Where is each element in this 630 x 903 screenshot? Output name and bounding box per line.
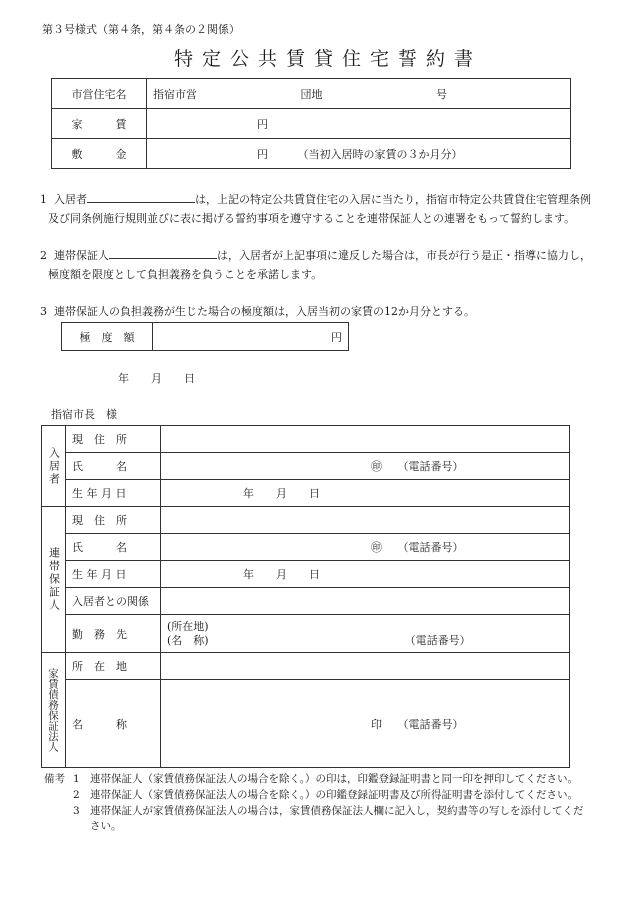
corp-location-field[interactable] xyxy=(161,653,570,680)
guarantor-address-label: 現 住 所 xyxy=(66,507,161,534)
limit-amount-unit: 円 xyxy=(331,330,342,344)
limit-amount-field[interactable] xyxy=(153,323,349,351)
guarantor-birth-date: 年 月 日 xyxy=(243,568,320,581)
resident-birth-date: 年 月 日 xyxy=(243,487,320,500)
clause-2-line1: は，入居者が上記事項に違反した場合は，市長が行う是正・指導に協力し， xyxy=(217,249,591,262)
clause-1-prefix: 入居者 xyxy=(54,193,87,206)
label-deposit: 敷 金 xyxy=(52,139,147,169)
workplace-name-label: (名 称) xyxy=(167,633,209,647)
guarantor-relation-field[interactable] xyxy=(161,588,570,615)
limit-amount-table xyxy=(61,322,349,351)
guarantor-relation-label: 入居者との関係 xyxy=(66,588,161,615)
note-3-number: 3 xyxy=(73,805,80,817)
resident-name-field[interactable] xyxy=(161,453,570,480)
resident-address-label: 現 住 所 xyxy=(66,426,161,453)
clause-2 xyxy=(40,246,591,284)
resident-birth-label: 生 年 月 日 xyxy=(66,480,161,507)
clause-1-number: 1 xyxy=(40,193,47,206)
clause-1-line1: は，上記の特定公共賃貸住宅の入居に当たり，指宿市特定公共賃貸住宅管理条例 xyxy=(195,193,591,206)
signatory-table xyxy=(41,425,570,768)
guarantor-address-field[interactable] xyxy=(161,507,570,534)
clause-1 xyxy=(40,190,591,228)
addressee: 指宿市長 様 xyxy=(51,408,117,421)
clause-2-prefix: 連帯保証人 xyxy=(54,249,109,262)
note-1: 連帯保証人（家賃債務保証法人の場合を除く。）の印は，印鑑登録証明書と同一印を押印してください。 xyxy=(90,773,579,785)
note-1-number: 1 xyxy=(73,773,80,785)
label-rent: 家 賃 xyxy=(52,109,147,139)
corp-location-label: 所 在 地 xyxy=(66,653,161,680)
clause-2-line2: 極度額を限度として負担義務を負うことを承諾します。 xyxy=(48,268,323,281)
note-3-line2: さい。 xyxy=(90,820,122,832)
clause-2-number: 2 xyxy=(40,249,47,262)
guarantor-seal-mark: ㊞ xyxy=(371,541,382,554)
note-3-line1: 連帯保証人が家賃債務保証法人の場合は，家賃債務保証法人欄に記入し，契約書等の写しを添付してくだ xyxy=(90,805,584,817)
guarantor-group-label: 連帯保証人 xyxy=(42,507,66,653)
guarantor-phone-label: （電話番号） xyxy=(397,541,464,554)
clause-1-line2: 及び同条例施行規則並びに表に掲げる誓約事項を遵守することを連帯保証人との連署をもって誓約します。 xyxy=(48,212,576,225)
corp-seal-mark: 印 xyxy=(371,717,382,731)
city-prefix: 指宿市営 xyxy=(153,87,197,101)
corp-group-label: 家賃債務保証法人 xyxy=(42,653,66,768)
note-2-number: 2 xyxy=(73,789,80,801)
guarantor-birth-field[interactable] xyxy=(161,561,570,588)
guarantor-name-blank[interactable] xyxy=(109,247,217,259)
rent-unit: 円 xyxy=(257,117,268,131)
resident-name-blank[interactable] xyxy=(87,191,195,203)
workplace-phone-label: （電話番号） xyxy=(404,633,471,647)
corp-phone-label: （電話番号） xyxy=(397,717,464,731)
clause-3 xyxy=(40,302,475,321)
housing-info-table xyxy=(51,78,571,169)
clause-3-text: 連帯保証人の負担義務が生じた場合の極度額は，入居当初の家賃の12か月分とする。 xyxy=(54,305,475,318)
resident-birth-field[interactable] xyxy=(161,480,570,507)
guarantor-name-label: 氏 名 xyxy=(66,534,161,561)
go-label: 号 xyxy=(436,87,447,101)
resident-group-label: 入居者 xyxy=(42,426,66,507)
resident-phone-label: （電話番号） xyxy=(397,460,464,473)
resident-seal-mark: ㊞ xyxy=(371,460,382,473)
date-line: 年 月 日 xyxy=(118,372,195,385)
deposit-field[interactable] xyxy=(147,139,571,169)
guarantor-name-field[interactable] xyxy=(161,534,570,561)
guarantor-workplace-label: 勤 務 先 xyxy=(66,615,161,653)
deposit-note: （当初入居時の家賃の３か月分） xyxy=(297,147,463,161)
housing-name-field[interactable] xyxy=(147,79,571,109)
resident-name-label: 氏 名 xyxy=(66,453,161,480)
guarantor-workplace-field[interactable] xyxy=(161,615,570,653)
resident-address-field[interactable] xyxy=(161,426,570,453)
guarantor-birth-label: 生 年 月 日 xyxy=(66,561,161,588)
corp-name-field[interactable] xyxy=(161,680,570,768)
label-housing-name: 市営住宅名 xyxy=(52,79,147,109)
danchi-label: 団地 xyxy=(300,87,323,101)
rent-field[interactable] xyxy=(147,109,571,139)
clause-3-number: 3 xyxy=(40,305,47,318)
notes-head: 備考 xyxy=(44,773,65,785)
note-2: 連帯保証人（家賃債務保証法人の場合を除く。）の印鑑登録証明書及び所得証明書を添付してください。 xyxy=(90,789,579,801)
form-number: 第３号様式（第４条，第４条の２関係） xyxy=(42,23,240,36)
deposit-unit: 円 xyxy=(257,147,268,161)
limit-amount-label: 極 度 額 xyxy=(62,323,153,351)
corp-name-label: 名 称 xyxy=(66,680,161,768)
workplace-location-label: (所在地) xyxy=(167,619,209,633)
page-title: 特定公共賃貸住宅誓約書 xyxy=(174,48,483,70)
